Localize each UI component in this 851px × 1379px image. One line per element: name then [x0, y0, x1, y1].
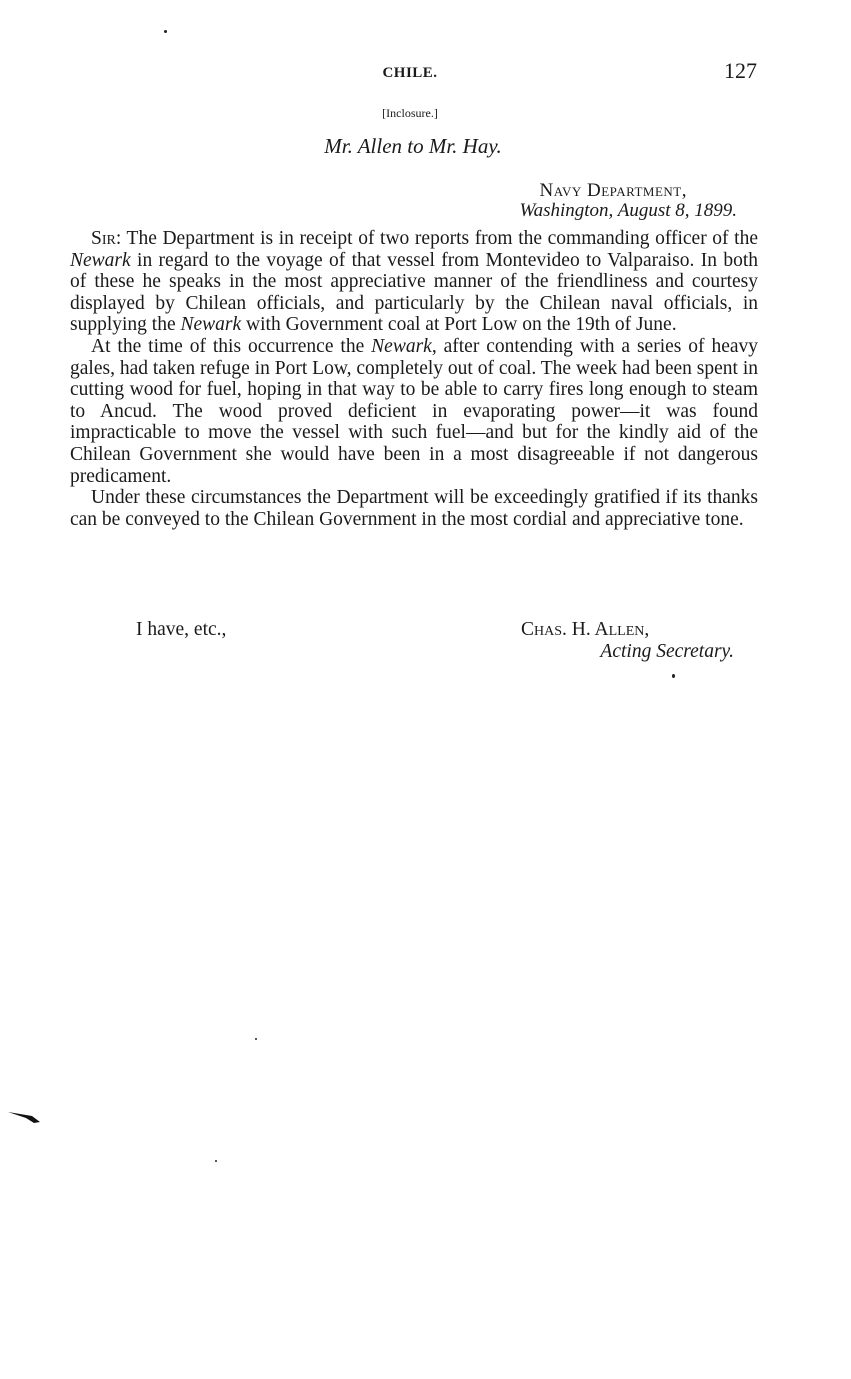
ship-name: Newark	[371, 335, 432, 357]
signer-name: Chas. H. Allen,	[521, 619, 650, 640]
valediction: I have, etc.,	[136, 619, 227, 640]
paragraph-2-text-b: , after contending with a series of heavy gales, had taken refuge in Port Low, completely out of coal. The week had been spent in cutting wood for fuel, hoping in that way to be able to carry fires long enough to steam to Ancud. The wood proved deficient in evaporating power—it was found impracticable to move the vessel with such fuel—and but for the kindly aid of the Chilean Government she would have been in a most disagreeable if not dangerous predicament.	[70, 335, 759, 487]
letter-title: Mr. Allen to Mr. Hay.	[324, 134, 502, 158]
ink-mark	[8, 1110, 40, 1124]
paragraph-1-text-a: : The Department is in receipt of two reports from the commanding officer of the	[115, 228, 758, 249]
running-title: CHILE.	[382, 65, 438, 81]
signer-title: Acting Secretary.	[600, 641, 734, 662]
letter-body	[70, 228, 758, 530]
paragraph-3: Under these circumstances the Department will be exceedingly gratified if its thanks can be conveyed to the Chilean Government in the most cordial and appreciative tone.	[70, 487, 758, 530]
paragraph-1	[70, 228, 758, 336]
paragraph-2	[70, 336, 758, 487]
paragraph-1-text-c: with Government coal at Port Low on the 19th of June.	[241, 314, 677, 336]
inclosure-label: [Inclosure.]	[382, 106, 438, 120]
paragraph-2-text-a: At the time of this occurrence the	[91, 335, 372, 357]
ship-name: Newark	[180, 314, 242, 336]
scan-speck	[215, 1160, 217, 1162]
paragraph-1-text-b: in regard to the voyage of that vessel from Montevideo to Valparaiso. In both of these he speaks in the most appreciative manner of the friendliness and courtesy displayed by Chilean officials, and particularly by the Chilean naval officials, in supplying the	[70, 249, 758, 336]
scan-speck	[164, 30, 167, 33]
closing-block	[70, 619, 758, 665]
dateline-office: Navy Department,	[539, 180, 687, 201]
salutation: Sir	[91, 228, 116, 249]
dateline-place-date: Washington, August 8, 1899.	[519, 200, 737, 221]
ship-name: Newark	[70, 249, 131, 271]
scan-speck	[672, 674, 675, 678]
running-head	[0, 58, 851, 86]
page-number: 127	[724, 58, 757, 83]
scan-speck	[255, 1038, 257, 1040]
